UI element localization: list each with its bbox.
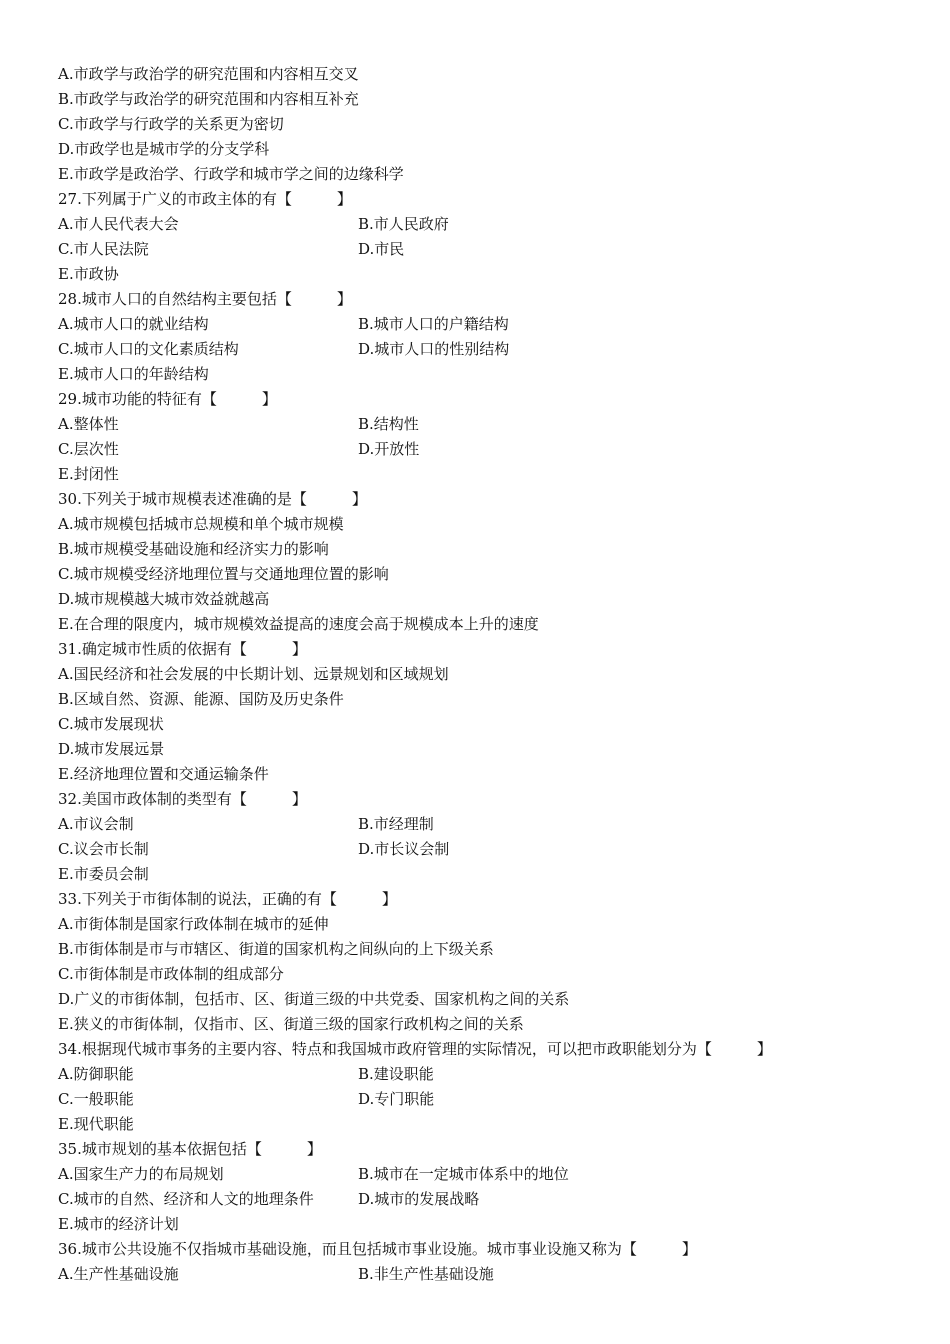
question-line — [58, 687, 918, 712]
line-text: A.市议会制 — [58, 815, 134, 833]
question-line — [58, 812, 918, 837]
question-line — [58, 412, 918, 437]
question-line — [58, 1262, 918, 1287]
line-text: E.市委员会制 — [58, 865, 149, 883]
line-text: C.市政学与行政学的关系更为密切 — [58, 115, 284, 133]
line-text: A.防御职能 — [58, 1065, 134, 1083]
question-line — [58, 262, 918, 287]
question-line — [58, 162, 918, 187]
line-text: B.区域自然、资源、能源、国防及历史条件 — [58, 690, 344, 708]
question-line — [58, 987, 918, 1012]
line-text: D.市政学也是城市学的分支学科 — [58, 140, 270, 158]
line-text: B.市街体制是市与市辖区、街道的国家机构之间纵向的上下级关系 — [58, 940, 494, 958]
exam-page — [58, 62, 918, 1287]
option-right: B.建设职能 — [358, 1065, 434, 1083]
question-line — [58, 762, 918, 787]
question-line — [58, 612, 918, 637]
line-text: E.市政学是政治学、行政学和城市学之间的边缘科学 — [58, 165, 404, 183]
line-text: C.城市人口的文化素质结构 — [58, 340, 239, 358]
question-line — [58, 787, 918, 812]
line-text: E.城市人口的年龄结构 — [58, 365, 209, 383]
line-text: D.城市规模越大城市效益就越高 — [58, 590, 270, 608]
line-text: E.封闭性 — [58, 465, 119, 483]
line-text: A.城市人口的就业结构 — [58, 315, 209, 333]
question-line — [58, 87, 918, 112]
question-line — [58, 562, 918, 587]
option-right: B.市人民政府 — [358, 215, 449, 233]
option-right: D.开放性 — [358, 440, 420, 458]
line-text: E.城市的经济计划 — [58, 1215, 179, 1233]
question-line — [58, 487, 918, 512]
option-right: D.城市人口的性别结构 — [358, 340, 510, 358]
line-text: 27.下列属于广义的市政主体的有【 】 — [58, 190, 352, 208]
line-text: A.市政学与政治学的研究范围和内容相互交叉 — [58, 65, 359, 83]
question-line — [58, 1112, 918, 1137]
option-right: D.专门职能 — [358, 1090, 435, 1108]
question-line — [58, 1212, 918, 1237]
question-line — [58, 1237, 918, 1262]
line-text: E.现代职能 — [58, 1115, 134, 1133]
line-text: 30.下列关于城市规模表述准确的是【 】 — [58, 490, 367, 508]
option-right: D.城市的发展战略 — [358, 1190, 480, 1208]
question-line — [58, 1187, 918, 1212]
line-text: A.生产性基础设施 — [58, 1265, 179, 1283]
question-line — [58, 512, 918, 537]
option-right: B.市经理制 — [358, 815, 434, 833]
line-text: 35.城市规划的基本依据包括【 】 — [58, 1140, 322, 1158]
question-line — [58, 1087, 918, 1112]
question-line — [58, 1037, 918, 1062]
question-line — [58, 212, 918, 237]
option-right: B.城市人口的户籍结构 — [358, 315, 509, 333]
question-line — [58, 712, 918, 737]
line-text: C.城市的自然、经济和人文的地理条件 — [58, 1190, 314, 1208]
line-text: C.市人民法院 — [58, 240, 149, 258]
question-line — [58, 1062, 918, 1087]
line-text: 34.根据现代城市事务的主要内容、特点和我国城市政府管理的实际情况，可以把市政职能划分为【 】 — [58, 1040, 772, 1058]
question-line — [58, 387, 918, 412]
line-text: E.在合理的限度内，城市规模效益提高的速度会高于规模成本上升的速度 — [58, 615, 539, 633]
question-line — [58, 537, 918, 562]
question-line — [58, 887, 918, 912]
line-text: A.城市规模包括城市总规模和单个城市规模 — [58, 515, 344, 533]
question-line — [58, 1012, 918, 1037]
line-text: A.市街体制是国家行政体制在城市的延伸 — [58, 915, 329, 933]
question-line — [58, 362, 918, 387]
line-text: 31.确定城市性质的依据有【 】 — [58, 640, 307, 658]
line-text: 36.城市公共设施不仅指城市基础设施，而且包括城市事业设施。城市事业设施又称为【 】 — [58, 1240, 697, 1258]
line-text: D.广义的市街体制，包括市、区、街道三级的中共党委、国家机构之间的关系 — [58, 990, 570, 1008]
line-text: B.市政学与政治学的研究范围和内容相互补充 — [58, 90, 359, 108]
question-line — [58, 837, 918, 862]
line-text: E.经济地理位置和交通运输条件 — [58, 765, 269, 783]
option-right: B.结构性 — [358, 415, 419, 433]
line-text: C.城市发展现状 — [58, 715, 164, 733]
question-line — [58, 437, 918, 462]
question-line — [58, 287, 918, 312]
question-line — [58, 62, 918, 87]
line-text: 29.城市功能的特征有【 】 — [58, 390, 277, 408]
question-line — [58, 962, 918, 987]
question-line — [58, 187, 918, 212]
question-line — [58, 1137, 918, 1162]
line-text: C.议会市长制 — [58, 840, 149, 858]
question-line — [58, 937, 918, 962]
question-line — [58, 637, 918, 662]
option-right: D.市民 — [358, 240, 405, 258]
line-text: C.一般职能 — [58, 1090, 134, 1108]
question-line — [58, 862, 918, 887]
question-line — [58, 587, 918, 612]
question-line — [58, 137, 918, 162]
line-text: 28.城市人口的自然结构主要包括【 】 — [58, 290, 352, 308]
option-right: D.市长议会制 — [358, 840, 450, 858]
question-line — [58, 662, 918, 687]
line-text: C.城市规模受经济地理位置与交通地理位置的影响 — [58, 565, 389, 583]
question-line — [58, 1162, 918, 1187]
option-right: B.城市在一定城市体系中的地位 — [358, 1165, 569, 1183]
question-line — [58, 337, 918, 362]
question-line — [58, 737, 918, 762]
line-text: A.整体性 — [58, 415, 119, 433]
line-text: 33.下列关于市街体制的说法，正确的有【 】 — [58, 890, 397, 908]
line-text: A.市人民代表大会 — [58, 215, 179, 233]
line-text: A.国民经济和社会发展的中长期计划、远景规划和区域规划 — [58, 665, 449, 683]
line-text: A.国家生产力的布局规划 — [58, 1165, 224, 1183]
question-line — [58, 112, 918, 137]
question-line — [58, 462, 918, 487]
line-text: C.市街体制是市政体制的组成部分 — [58, 965, 284, 983]
question-line — [58, 912, 918, 937]
line-text: B.城市规模受基础设施和经济实力的影响 — [58, 540, 329, 558]
line-text: D.城市发展远景 — [58, 740, 165, 758]
question-line — [58, 312, 918, 337]
line-text: C.层次性 — [58, 440, 119, 458]
option-right: B.非生产性基础设施 — [358, 1265, 494, 1283]
line-text: 32.美国市政体制的类型有【 】 — [58, 790, 307, 808]
line-text: E.市政协 — [58, 265, 119, 283]
line-text: E.狭义的市街体制，仅指市、区、街道三级的国家行政机构之间的关系 — [58, 1015, 524, 1033]
question-line — [58, 237, 918, 262]
